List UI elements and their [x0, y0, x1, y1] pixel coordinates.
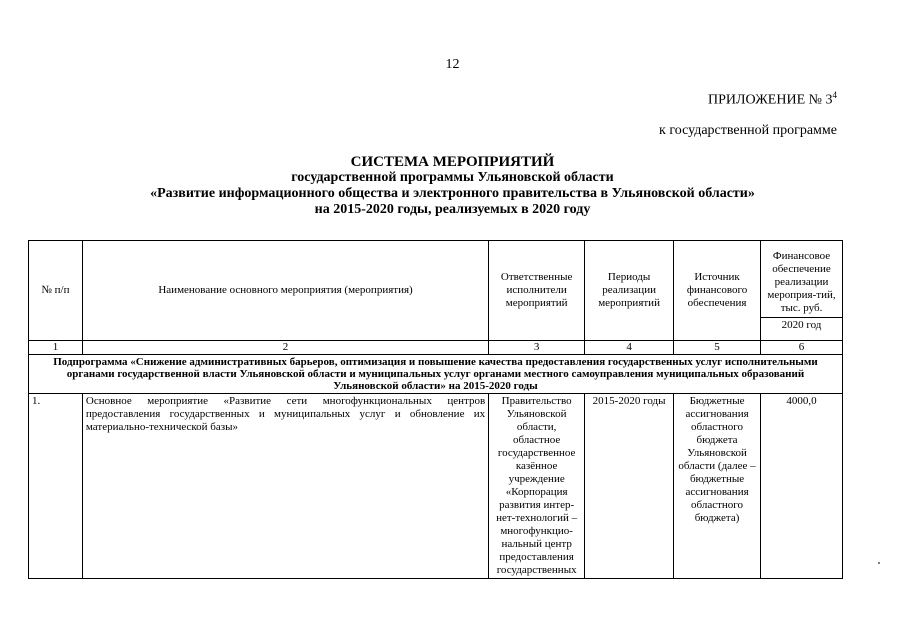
subprogram-title: Подпрограмма «Снижение административных барьеров, оптимизация и повышение качества предоставления государственных услуг исполнительными органами государственной власти Ульяновской области и муниципальных услуг органами местного самоуправления муниципальных образований Ульяновской области» на 2015-2020 годы: [29, 355, 843, 394]
title-line-3: «Развитие информационного общества и электронного правительства в Ульяновской области»: [150, 186, 755, 201]
measures-table: [28, 240, 843, 579]
column-number: 6: [761, 341, 843, 355]
scan-speck: [878, 562, 880, 564]
header-name: Наименование основного мероприятия (мероприятия): [82, 241, 488, 341]
subprogram-row: [29, 355, 843, 394]
program-reference: к государственной программе: [659, 123, 837, 138]
column-number: 1: [29, 341, 83, 355]
header-executors: Ответственные исполнители мероприятий: [489, 241, 585, 341]
document-title: [0, 154, 905, 218]
header-finance-year: 2020 год: [761, 317, 842, 332]
appendix-superscript: 4: [832, 90, 837, 100]
row-executor: Правительство Ульяновской области, областное государственное казённое учреждение «Корпорация развития интер-нет-технологий – многофункцио-нальный центр предоставления государственных: [489, 394, 585, 579]
column-number: 4: [585, 341, 674, 355]
column-number: 3: [489, 341, 585, 355]
header-periods: Периоды реализации мероприятий: [585, 241, 674, 341]
column-number: 2: [82, 341, 488, 355]
appendix-text: ПРИЛОЖЕНИЕ № 3: [708, 92, 833, 108]
title-line-2: государственной программы Ульяновской области: [291, 170, 614, 185]
header-finance-label: Финансовое обеспечение реализации мероприя-тий, тыс. руб.: [767, 250, 836, 314]
table-row: [29, 394, 843, 579]
row-source: Бюджетные ассигнования областного бюджета Ульяновской области (далее – бюджетные ассигнования областного бюджета): [674, 394, 761, 579]
page-number: 12: [445, 57, 460, 72]
row-period: 2015-2020 годы: [585, 394, 674, 579]
column-number: 5: [674, 341, 761, 355]
appendix-label: [708, 90, 837, 109]
title-line-4: на 2015-2020 годы, реализуемых в 2020 году: [314, 202, 591, 217]
row-num: 1.: [29, 394, 83, 579]
header-finance: [761, 241, 843, 341]
row-amount: 4000,0: [761, 394, 843, 579]
title-line-1: СИСТЕМА МЕРОПРИЯТИЙ: [350, 154, 555, 170]
column-number-row: [29, 341, 843, 355]
header-source: Источник финансового обеспечения: [674, 241, 761, 341]
row-name: Основное мероприятие «Развитие сети многофункциональных центров предоставления государственных и муниципальных услуг и обновление их материально-технической базы»: [82, 394, 488, 579]
table-header-row: [29, 241, 843, 341]
header-num: № п/п: [29, 241, 83, 341]
